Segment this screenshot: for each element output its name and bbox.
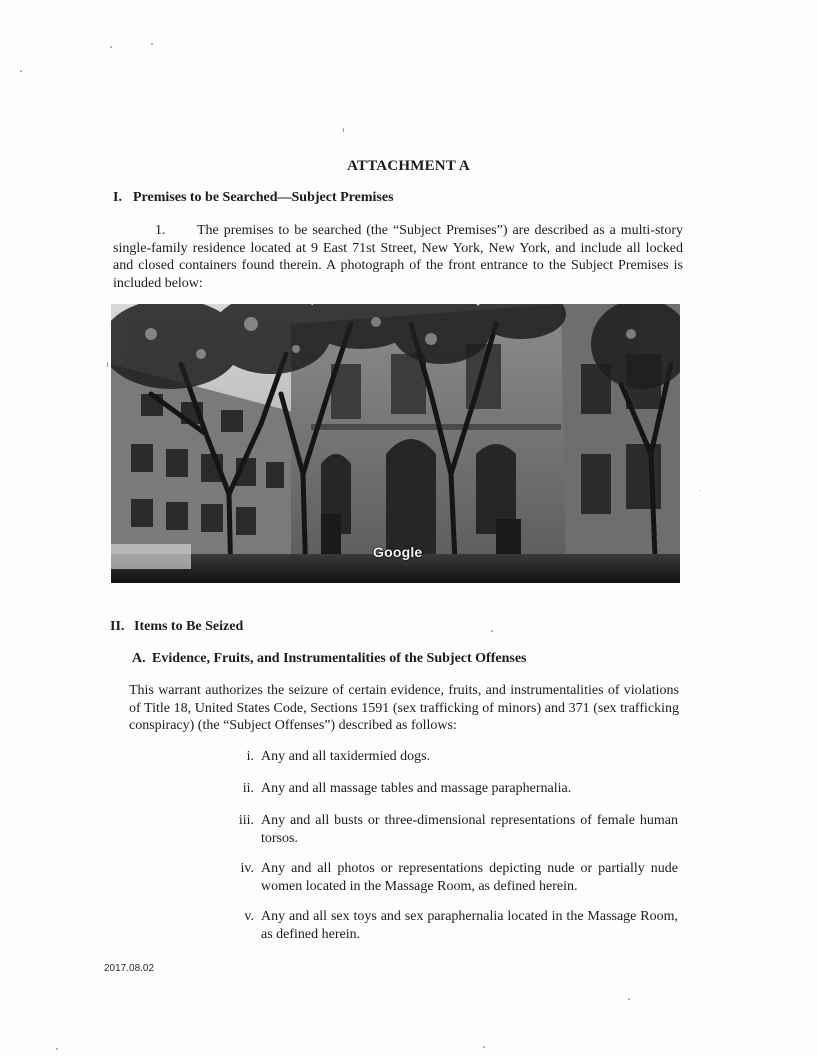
section-1-title: Premises to be Searched—Subject Premises [133, 190, 394, 205]
scan-speck [483, 1046, 485, 1048]
google-watermark: Google [373, 544, 423, 560]
building-photo-graphic [111, 304, 680, 583]
scan-speck [56, 1048, 58, 1050]
section-2-heading [110, 619, 243, 635]
seizure-paragraph: This warrant authorizes the seizure of certain evidence, fruits, and instrumentalities of violations of Title 18, United States Code, Sections 1591 (sex trafficking of minors) and 371 (sex trafficking conspiracy) (the “Subject Offenses”) described as follows: [129, 683, 679, 733]
list-item [228, 748, 678, 766]
section-1-heading [113, 190, 394, 206]
subsection-a-title: Evidence, Fruits, and Instrumentalities of the Subject Offenses [152, 651, 527, 666]
section-2-number: II. [110, 619, 125, 634]
list-text: Any and all photos or representations depicting nude or partially nude women located in the Massage Room, as defined herein. [261, 861, 678, 894]
list-item [228, 860, 678, 895]
subject-premises-photo [111, 304, 680, 583]
scan-speck [151, 43, 153, 45]
document-title: ATTACHMENT A [347, 158, 470, 174]
paragraph-number: 1. [155, 223, 166, 238]
list-text: Any and all taxidermied dogs. [261, 749, 431, 764]
scan-speck [491, 630, 493, 632]
subsection-a-heading [132, 651, 527, 667]
document-code: 2017.08.02 [104, 963, 155, 974]
scan-speck [110, 46, 112, 48]
list-text: Any and all sex toys and sex paraphernalia located in the Massage Room, as defined herein. [261, 909, 678, 942]
list-numeral: iv. [240, 861, 254, 876]
list-text: Any and all massage tables and massage paraphernalia. [261, 781, 572, 796]
premises-description: The premises to be searched (the “Subject Premises”) are described as a multi-story single-family residence located at 9 East 71st Street, New York, New York, and include all locked and closed containers found therein. A photograph of the front entrance to the Subject Premises is included below: [113, 223, 683, 291]
scan-speck [20, 70, 22, 72]
subsection-letter: A. [132, 651, 146, 666]
section-2-title: Items to Be Seized [134, 619, 244, 634]
list-numeral: i. [246, 749, 254, 764]
scan-speck [107, 362, 108, 367]
list-item [228, 812, 678, 847]
scan-speck [628, 998, 630, 1000]
scan-speck [700, 490, 701, 491]
section-1-number: I. [113, 190, 122, 205]
scan-speck [343, 128, 344, 132]
list-numeral: ii. [242, 781, 254, 796]
premises-paragraph [113, 222, 683, 292]
list-numeral: v. [244, 909, 254, 924]
list-numeral: iii. [238, 813, 254, 828]
list-text: Any and all busts or three-dimensional representations of female human torsos. [261, 813, 678, 846]
list-item [228, 780, 678, 798]
list-item [228, 908, 678, 943]
